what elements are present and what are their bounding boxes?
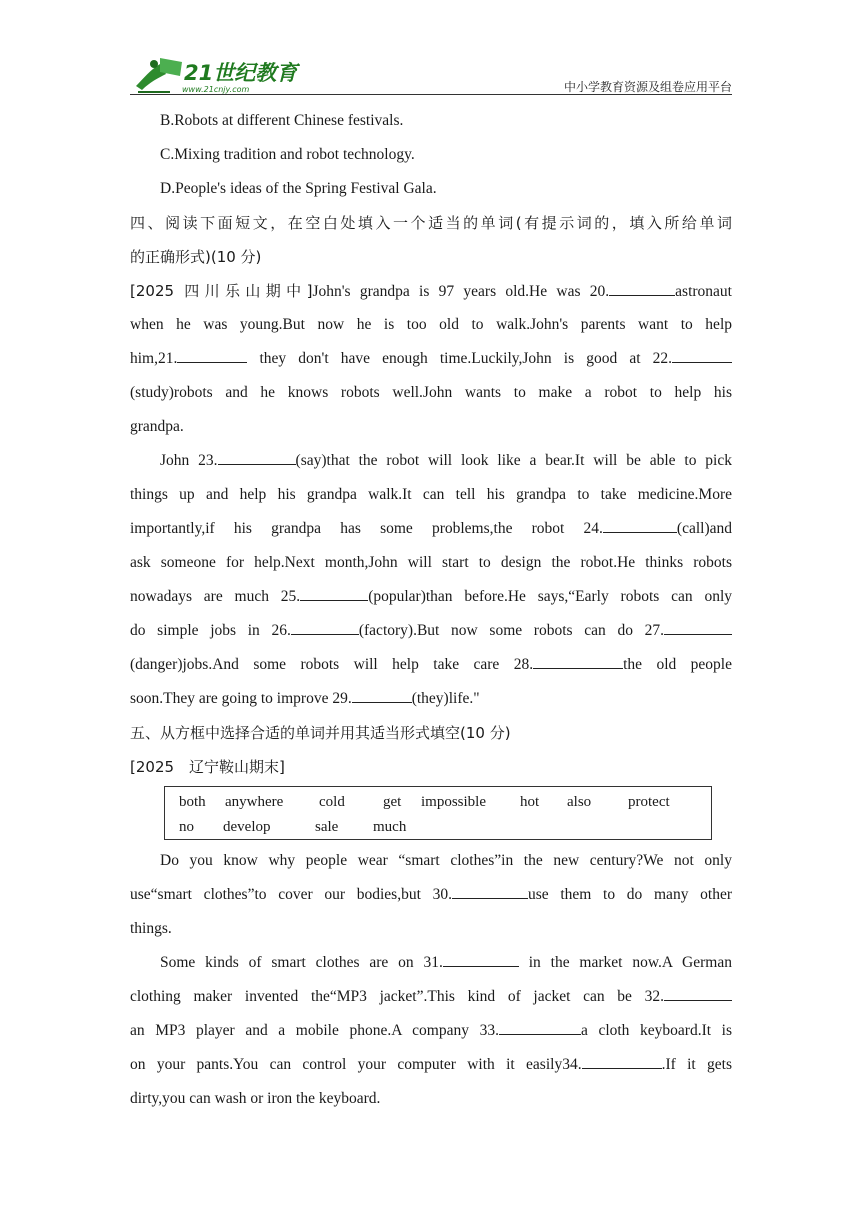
document-body	[130, 104, 732, 1116]
platform-name: 中小学教育资源及组卷应用平台	[563, 80, 732, 94]
option-d: D.People's ideas of the Spring Festival Gala.	[160, 180, 437, 197]
passage5-line: dirty,you can wash or iron the keyboard.	[130, 1090, 381, 1107]
passage5-line: an MP3 player and a mobile phone.A company 33. a cloth keyboard.It is	[130, 1014, 732, 1048]
passage5-line: things.	[130, 920, 172, 937]
section5-title: 五、从方框中选择合适的单词并用其适当形式填空(10 分)	[130, 724, 511, 742]
passage5-line: on your pants.You can control your computer with it easily34. .If it gets	[130, 1048, 732, 1082]
passage5-line: Some kinds of smart clothes are on 31. in the market now.A German	[130, 946, 732, 980]
option-b: B.Robots at different Chinese festivals.	[160, 112, 404, 129]
logo-21cnjy	[130, 52, 300, 96]
answer-blank-32[interactable]	[664, 984, 732, 1001]
word-bank-item: impossible	[421, 794, 487, 810]
answer-blank-20[interactable]	[609, 279, 675, 296]
answer-blank-21[interactable]	[177, 346, 247, 363]
answer-blank-29[interactable]	[352, 686, 412, 703]
page-header	[130, 52, 732, 96]
passage4-line: grandpa.	[130, 418, 184, 435]
word-bank-item: much	[373, 819, 407, 835]
logo-text: 21世纪教育	[184, 61, 298, 85]
answer-blank-34[interactable]	[582, 1052, 662, 1069]
answer-blank-31[interactable]	[443, 950, 519, 967]
answer-blank-30[interactable]	[452, 882, 528, 899]
passage4-line: (danger)jobs.And some robots will help take care 28. the old people	[130, 648, 732, 682]
word-bank-item: hot	[520, 794, 540, 810]
section4-source: [2025 四川乐山期中]	[130, 282, 313, 300]
passage4-line: do simple jobs in 26. (factory).But now some robots can do 27.	[130, 614, 732, 648]
passage4-line: when he was young.But now he is too old to walk.John's parents want to help	[130, 316, 732, 333]
word-bank-item: get	[383, 794, 402, 810]
header-divider	[130, 94, 732, 95]
word-bank-item: sale	[315, 819, 339, 835]
word-bank-box	[164, 786, 712, 840]
section4-title-cont: 的正确形式)(10 分)	[130, 248, 262, 266]
word-bank-item: both	[179, 794, 206, 810]
passage4-line: him,21. they don't have enough time.Luckily,John is good at 22.	[130, 342, 732, 376]
logo-url: www.21cnjy.com	[182, 85, 250, 94]
answer-blank-26[interactable]	[291, 618, 359, 635]
passage4-line: nowadays are much 25. (popular)than before.He says,“Early robots can only	[130, 580, 732, 614]
passage4-line: ask someone for help.Next month,John will start to design the robot.He thinks robots	[130, 554, 732, 571]
answer-blank-27[interactable]	[664, 618, 732, 635]
passage5-line: Do you know why people wear “smart clothes”in the new century?We not only	[160, 852, 732, 869]
answer-blank-23[interactable]	[218, 448, 296, 465]
option-c: C.Mixing tradition and robot technology.	[160, 146, 415, 163]
section5-source: [2025 辽宁鞍山期末]	[130, 758, 285, 776]
passage4-line: (study)robots and he knows robots well.John wants to make a robot to help his	[130, 384, 732, 401]
passage4-line: importantly,if his grandpa has some problems,the robot 24. (call)and	[130, 512, 732, 546]
answer-blank-33[interactable]	[499, 1018, 581, 1035]
word-bank-item: also	[567, 794, 592, 810]
word-bank-item: develop	[223, 819, 271, 835]
word-bank-item: anywhere	[225, 794, 284, 810]
section4-title: 四、阅读下面短文，在空白处填入一个适当的单词(有提示词的，填入所给单词	[130, 214, 732, 232]
word-bank-item: cold	[319, 794, 345, 810]
passage4-line: John 23. (say)that the robot will look like a bear.It will be able to pick	[130, 444, 732, 478]
word-bank-item: protect	[628, 794, 670, 810]
word-bank-item: no	[179, 819, 194, 835]
answer-blank-22[interactable]	[672, 346, 732, 363]
passage5-line: clothing maker invented the“MP3 jacket”.This kind of jacket can be 32.	[130, 980, 732, 1014]
answer-blank-24[interactable]	[603, 516, 677, 533]
passage4-line: [2025 四川乐山期中]John's grandpa is 97 years old.He was 20. astronaut	[130, 274, 732, 308]
answer-blank-25[interactable]	[300, 584, 368, 601]
passage5-line: use“smart clothes”to cover our bodies,but 30. use them to do many other	[130, 878, 732, 912]
answer-blank-28[interactable]	[533, 652, 623, 669]
passage4-line: things up and help his grandpa walk.It can tell his grandpa to take medicine.More	[130, 486, 732, 503]
passage4-line: soon.They are going to improve 29. (they)life."	[130, 682, 732, 716]
